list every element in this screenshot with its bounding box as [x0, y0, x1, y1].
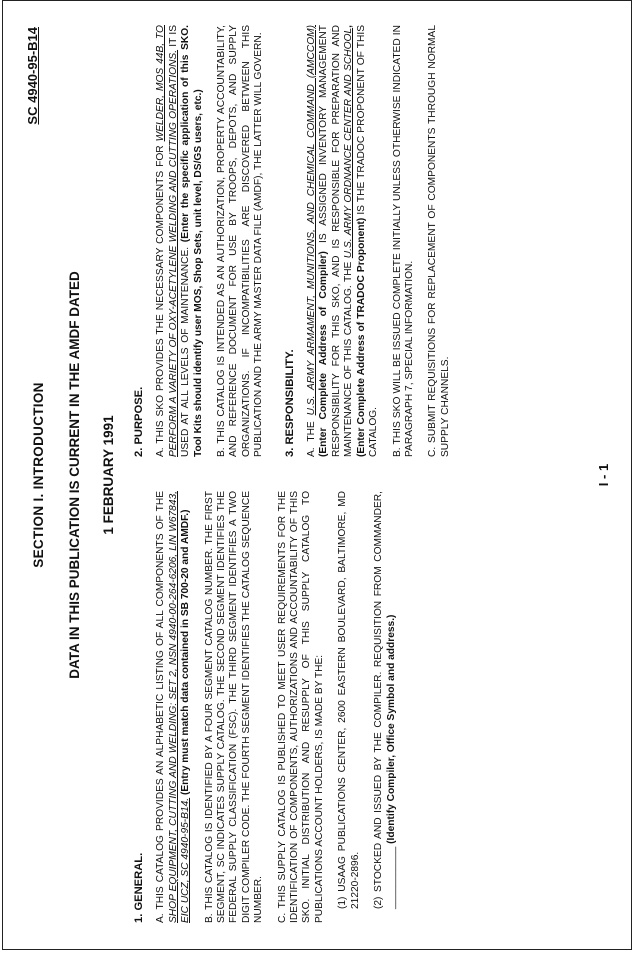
purpose-a-text: A. THIS SKO PROVIDES THE NECESSARY COMPONENTS FOR — [155, 141, 167, 457]
responsibility-a-proponent: U.S. ARMY ORDNANCE CENTER AND SCHOOL — [343, 27, 355, 259]
purpose-paragraph-b: B. THIS CATALOG IS INTENDED AS AN AUTHORIZATION, PROPERTY ACCOUNTABILITY, AND REFERENCE DOCUMENT FOR USE BY TROOPS, DEPOTS, AND SUPPLY ORGANIZATIONS. IF INCOMPATIBILITIES ARE DISCOVERED BETWEEN THIS PUBLICATION AND THE ARMY MASTER DATA FILE (AMDF), THE LATTER WILL GOVERN. — [216, 25, 265, 457]
purpose-a-mid: IT IS USED AT ALL LEVELS OF MAINTENANCE. — [167, 25, 192, 457]
purpose-a-application: WELDER, MOS 44B, TO PERFORM A VARIETY OF OXY-ACETYLENE WELDING AND CUTTING OPERATIONS. — [155, 25, 179, 457]
figure-caption — [613, 0, 637, 957]
responsibility-a-suffix: IS THE TRADOC PROPONENT OF THIS CATALOG. — [355, 25, 380, 457]
purpose-heading: 2. PURPOSE. — [133, 386, 145, 457]
general-heading: 1. GENERAL. — [133, 852, 145, 923]
general-paragraph-b: B. THIS CATALOG IS IDENTIFIED BY A FOUR SEGMENT CATALOG NUMBER. THE FIRST SEGMENT, SC INDICATES SUPPLY CATALOG. THE SECOND SEGMENT IDENTIFIES THE FEDERAL SUPPLY CLASSIFICATION (FSC). THE THIRD SEGMENT IDENTIFIES A TWO DIGIT COMPILER CODE. THE FOURTH SEGMENT IDENTIFIES THE CATALOG SEQUENCE NUMBER. — [203, 491, 265, 923]
responsibility-paragraph-c: C. SUBMIT REQUISITIONS FOR REPLACEMENT OF COMPONENTS THROUGH NORMAL SUPPLY CHANNELS. — [427, 25, 451, 457]
purpose-a-instruction: (Enter the specific application of this SKO. Tool Kits should identify user MOS, Shop Sets, unit level, DS/GS users, etc.) — [180, 24, 204, 457]
left-column — [133, 491, 409, 923]
responsibility-paragraph-a — [306, 25, 380, 457]
general-a-instruction: (Entry must match data contained in SB 700-20 and AMDF.) — [180, 509, 192, 796]
responsibility-paragraph-b: B. THIS SKO WILL BE ISSUED COMPLETE INITIALLY UNLESS OTHERWISE INDICATED IN PARAGRAPH 7, SPECIAL INFORMATION. — [391, 25, 415, 457]
page-content — [25, 24, 617, 923]
general-c2-instruction: (Identify Compiler, Office Symbol and address.) — [385, 614, 397, 844]
responsibility-a-prefix: A. THE — [306, 415, 318, 457]
general-paragraph-a — [155, 491, 192, 923]
general-a-equipment-id: SHOP EQUIPMENT, CUTTING AND WELDING: SET 2, NSN 4940-00-264-6206, LIN W67843, EIC UCZ, SC 4940-95-B14. — [167, 491, 192, 923]
general-paragraph-c1: (1) USAAG PUBLICATIONS CENTER, 2600 EASTERN BOULEVARD, BALTIMORE, MD 21220-2896. — [337, 491, 361, 909]
general-c2-text: (2) STOCKED AND ISSUED BY THE COMPILER. REQUISITION FROM COMMANDER, ___________ — [373, 491, 397, 909]
responsibility-a-compiler: U.S. ARMY ARMAMENT, MUNITIONS, AND CHEMICAL COMMAND (AMCCOM) — [306, 24, 318, 416]
document-number: SC 4940-95-B14 — [25, 27, 40, 125]
purpose-paragraph-a — [155, 25, 205, 457]
responsibility-a-proponent-instruction: , (Enter Complete Address of TRADOC Proponent) — [343, 25, 367, 457]
section-title: SECTION I. INTRODUCTION — [31, 382, 46, 568]
section-gap — [277, 25, 284, 457]
responsibility-a-mid: IS ASSIGNED INVENTORY MANAGEMENT RESPONSIBILITY FOR THIS SKO, AND IS RESPONSIBLE FOR PREPARATION AND MAINTENANCE OF THIS CATALOG. THE — [318, 25, 355, 457]
document-page — [2, 0, 632, 950]
amdf-date: 1 FEBRUARY 1991 — [101, 415, 116, 535]
responsibility-heading: 3. RESPONSIBILITY. — [283, 349, 296, 457]
right-column — [133, 25, 463, 457]
page-number: I - 1 — [596, 463, 611, 487]
responsibility-a-compiler-instruction: (Enter Complete Address of Compiler) — [318, 251, 330, 457]
general-paragraph-c2 — [373, 491, 398, 923]
general-paragraph-c: C. THIS SUPPLY CATALOG IS PUBLISHED TO MEET USER REQUIREMENTS FOR THE IDENTIFICATION OF COMPONENTS, AUTHORIZATIONS AND ACCOUNTABILITY OF THIS SKO. INITIAL DISTRIBUTION AND RESUPPLY OF THIS SUPPLY CATALOG TO PUBLICATIONS ACCOUNT HOLDERS, IS MADE BY THE: — [276, 491, 325, 923]
amdf-currency-statement: DATA IN THIS PUBLICATION IS CURRENT IN THE AMDF DATED — [67, 271, 82, 679]
general-a-text: A. THIS CATALOG PROVIDES AN ALPHABETIC LISTING OF ALL COMPONENTS OF THE — [155, 491, 167, 923]
